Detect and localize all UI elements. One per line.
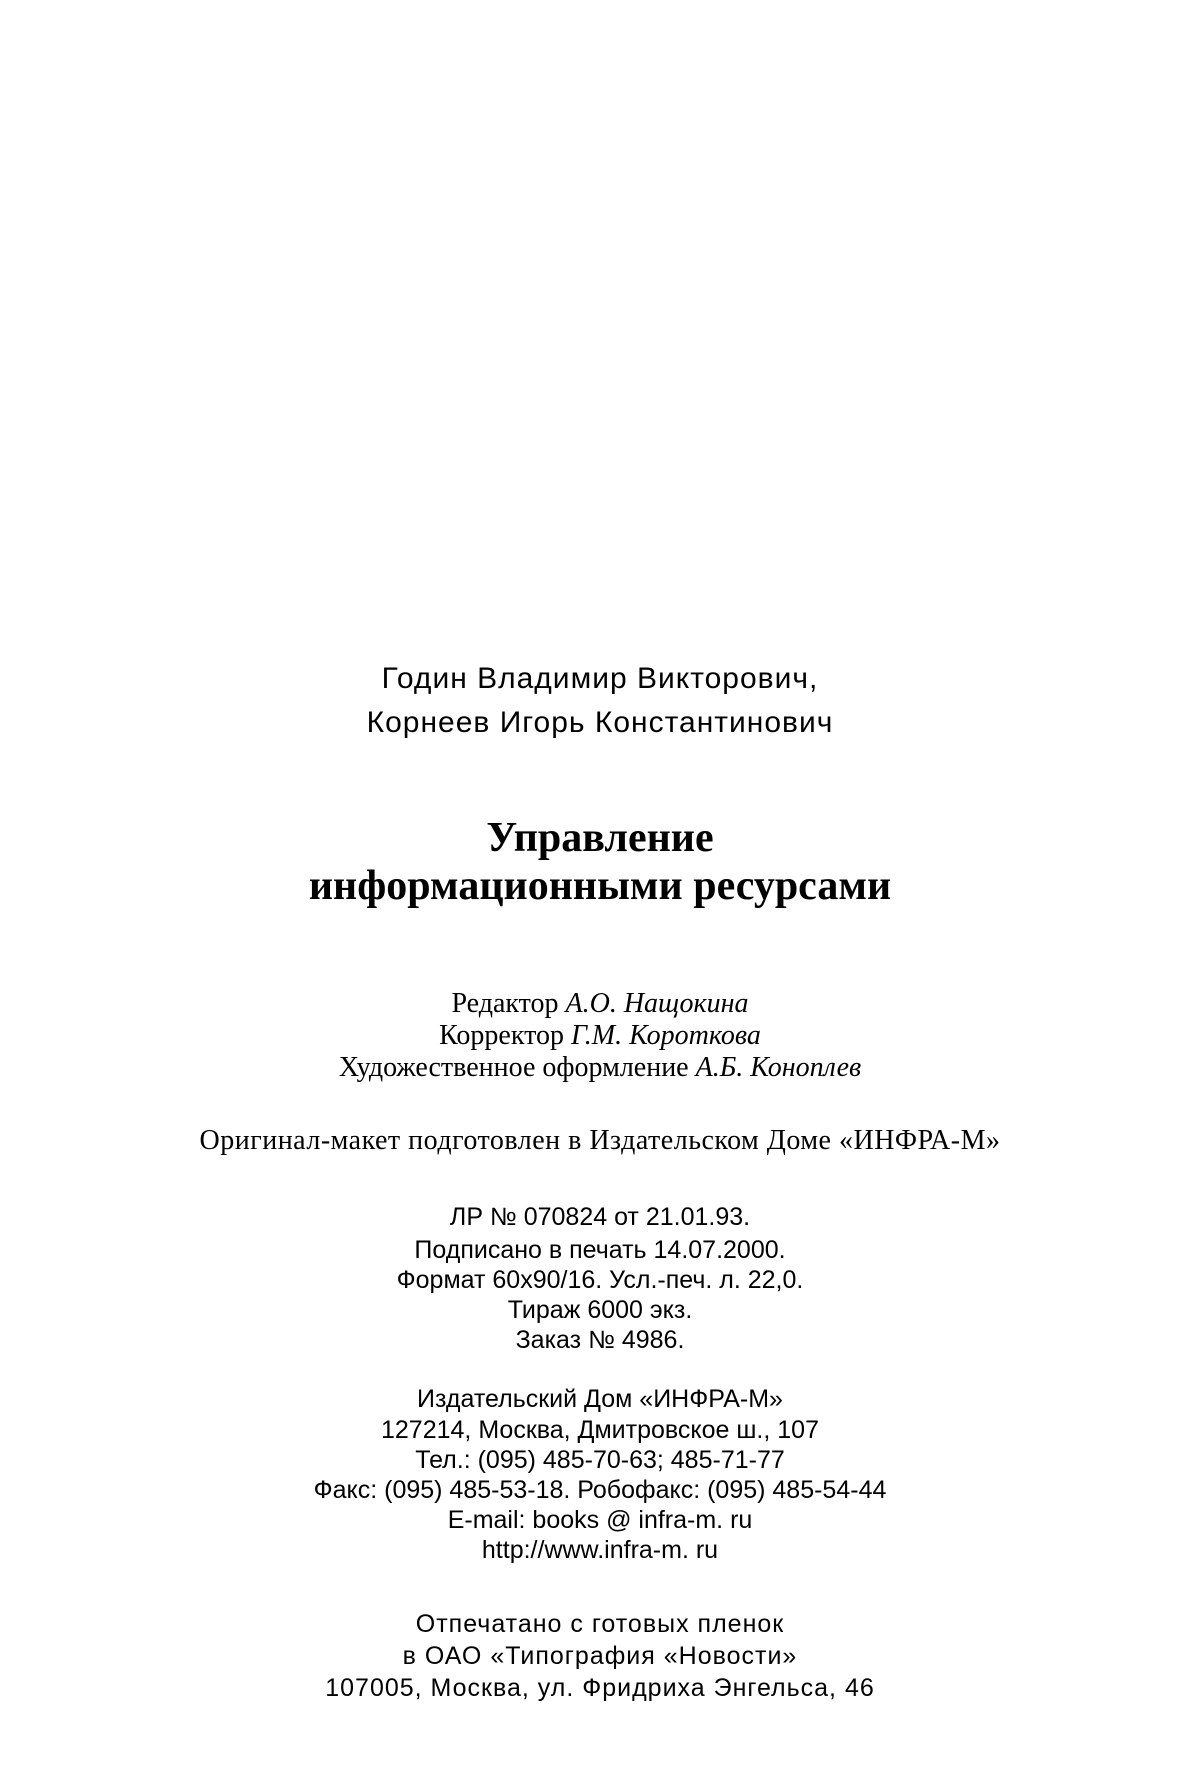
imprint-order: Заказ № 4986. <box>515 1326 685 1354</box>
art-design-credit <box>0 1052 1200 1084</box>
editor-name: А.О. Нащокина <box>565 988 749 1019</box>
printer-line-1: Отпечатано с готовых пленок <box>415 1610 785 1638</box>
imprint-format: Формат 60x90/16. Усл.-печ. л. 22,0. <box>396 1266 804 1294</box>
printer-line-3: 107005, Москва, ул. Фридриха Энгельса, 46 <box>325 1674 875 1702</box>
art-design-role: Художественное оформление <box>338 1052 689 1083</box>
publisher-fax: Факс: (095) 485-53-18. Робофакс: (095) 485-54-44 <box>313 1476 887 1504</box>
editor-credit <box>0 988 1200 1020</box>
imprint-run: Тираж 6000 экз. <box>507 1296 693 1324</box>
proofreader-credit <box>0 1020 1200 1052</box>
book-title-line-2: информационными ресурсами <box>308 863 892 909</box>
proofreader-name: Г.М. Короткова <box>570 1020 761 1051</box>
publisher-name: Издательский Дом «ИНФРА-М» <box>417 1385 783 1413</box>
imprint-license: ЛР № 070824 от 21.01.93. <box>449 1203 751 1231</box>
publisher-website: http://www.infra-m. ru <box>481 1536 719 1564</box>
layout-note: Оригинал-макет подготовлен в Издательском Доме «ИНФРА-М» <box>199 1125 1001 1156</box>
editor-role: Редактор <box>451 988 559 1019</box>
author-line-1: Годин Владимир Викторович, <box>381 662 819 695</box>
publisher-address: 127214, Москва, Дмитровское ш., 107 <box>381 1416 819 1444</box>
author-line-2: Корнеев Игорь Константинович <box>366 706 834 739</box>
book-title-line-1: Управление <box>486 815 714 861</box>
art-design-name: А.Б. Коноплев <box>695 1052 862 1083</box>
publisher-phone: Тел.: (095) 485-70-63; 485-71-77 <box>415 1446 785 1474</box>
proofreader-role: Корректор <box>439 1020 564 1051</box>
printer-line-2: в ОАО «Типография «Новости» <box>402 1642 798 1670</box>
publisher-email: E-mail: books @ infra-m. ru <box>447 1506 753 1534</box>
imprint-signed: Подписано в печать 14.07.2000. <box>414 1236 786 1264</box>
